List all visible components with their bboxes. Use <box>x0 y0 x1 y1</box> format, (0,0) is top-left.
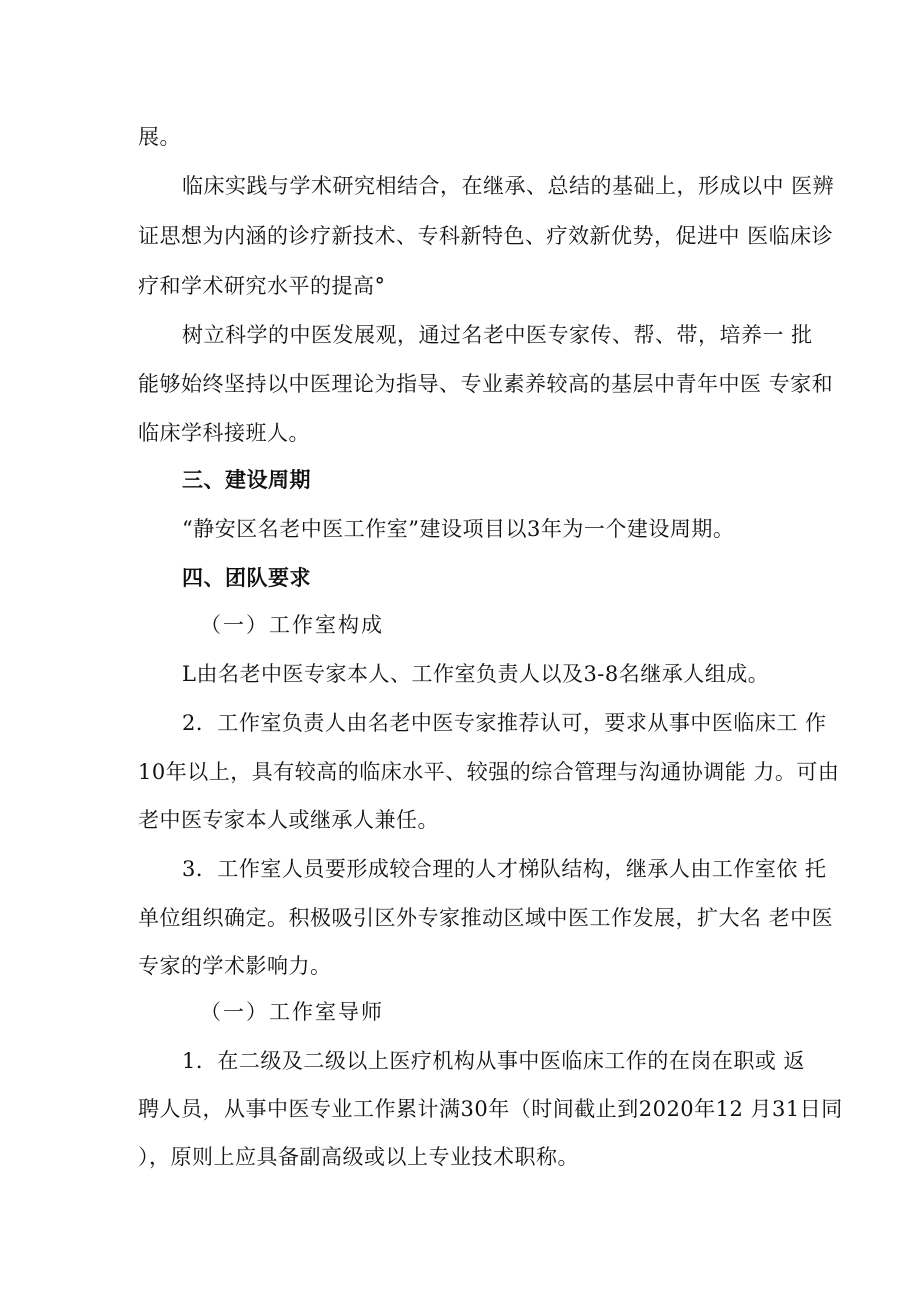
section-heading-3: 三、建设周期 <box>182 468 311 492</box>
paragraph-line: 临床学科接班人。 <box>138 421 310 445</box>
list-item: 3．工作室人员要形成较合理的人才梯队结构，继承人由工作室依 托 <box>182 857 827 881</box>
paragraph-line: “静安区名老中医工作室”建设项目以3年为一个建设周期。 <box>182 517 735 541</box>
paragraph-line: 临床实践与学术研究相结合，在继承、总结的基础上，形成以中 医辨 <box>182 174 835 198</box>
paragraph-line: 能够始终坚持以中医理论为指导、专业素养较高的基层中青年中医 专家和 <box>138 372 834 396</box>
subsection-heading: （一）工作室构成 <box>200 613 384 637</box>
subsection-heading: （一）工作室导师 <box>200 1000 384 1024</box>
paragraph-line: 10年以上，具有较高的临床水平、较强的综合管理与沟通协调能 力。可由 <box>138 760 840 784</box>
list-item: 2．工作室负责人由名老中医专家推荐认可，要求从事中医临床工 作 <box>182 711 827 735</box>
list-item: L由名老中医专家本人、工作室负责人以及3-8名继承人组成。 <box>182 662 770 686</box>
paragraph-line: 树立科学的中医发展观，通过名老中医专家传、帮、带，培养一 批 <box>182 323 813 347</box>
paragraph-line: 专家的学术影响力。 <box>138 954 332 978</box>
section-heading-4: 四、团队要求 <box>182 566 311 590</box>
paragraph-line: 疗和学术研究水平的提高° <box>138 274 386 298</box>
paragraph-line: 聘人员，从事中医专业工作累计满30年（时间截止到2020年12 月31日同 <box>138 1097 843 1121</box>
list-item: 1．在二级及二级以上医疗机构从事中医临床工作的在岗在职或 返 <box>182 1049 806 1073</box>
paragraph-line: 单位组织确定。积极吸引区外专家推动区域中医工作发展，扩大名 老中医 <box>138 906 834 930</box>
paragraph-line: 老中医专家本人或继承人兼任。 <box>138 808 439 832</box>
paragraph-line: 证思想为内涵的诊疗新技术、专科新特色、疗效新优势，促进中 医临床诊 <box>138 224 834 248</box>
paragraph-line: ），原则上应具备副高级或以上专业技术职称。 <box>138 1145 579 1169</box>
text-line: 展。 <box>138 125 181 149</box>
